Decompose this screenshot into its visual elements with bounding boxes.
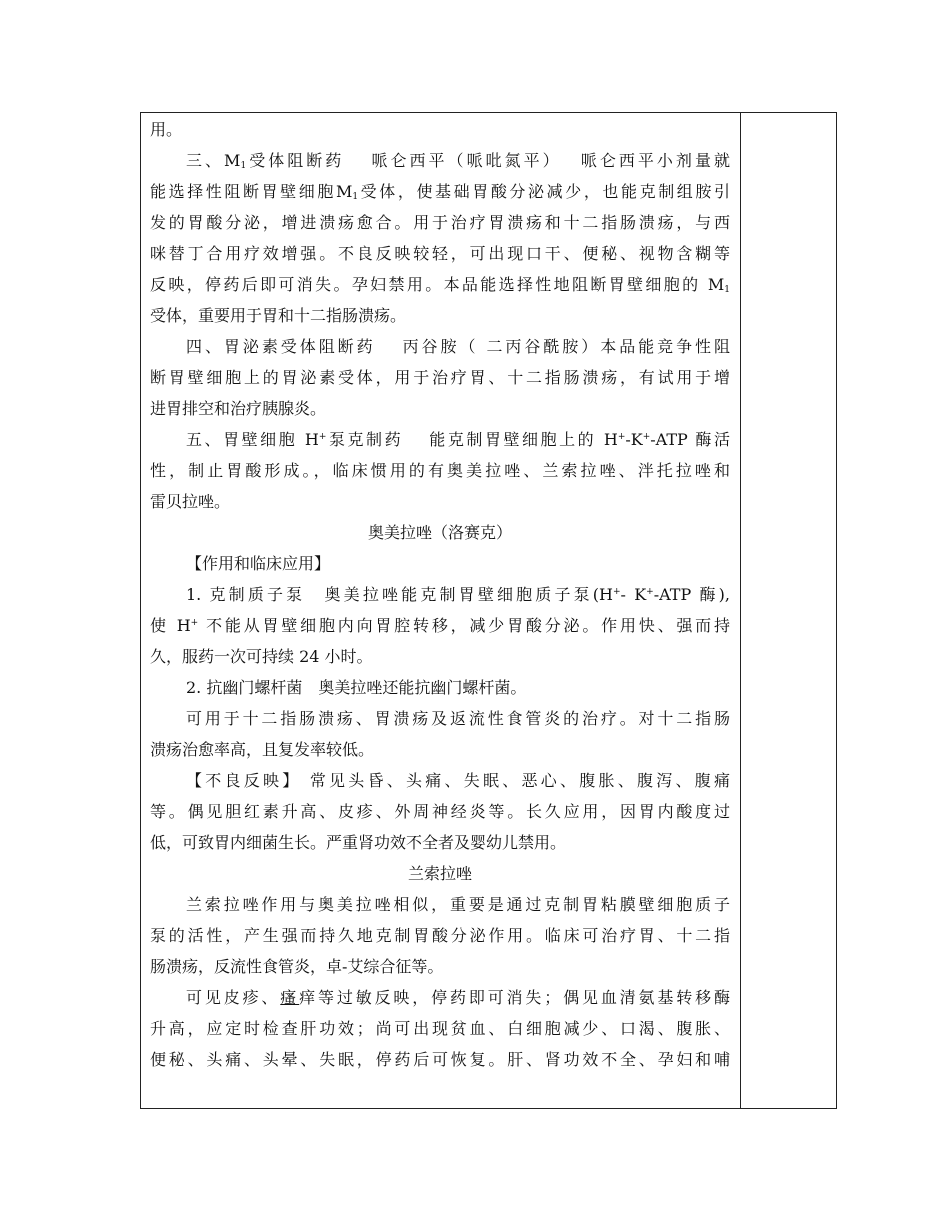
text-line: 1. 克制质子泵 奥美拉唑能克制胃壁细胞质子泵(H+- K+-ATP 酶), <box>186 585 730 604</box>
text-line: 可见皮疹、瘙痒等过敏反映，停药即可消失；偶见血清氨基转移酶 <box>186 988 730 1007</box>
text-line: 溃疡治愈率高，且复发率较低。 <box>150 740 375 759</box>
text-line: 反映，停药后即可消失。孕妇禁用。本品能选择性地阻断胃壁细胞的 $M_1$ <box>150 275 730 295</box>
section-heading: 兰索拉唑 <box>407 864 472 883</box>
section-heading: 奥美拉唑（洛赛克） <box>367 523 512 542</box>
column-divider <box>740 112 741 1109</box>
text-line: 四、胃泌素受体阻断药 丙谷胺（ 二丙谷酰胺）本品能竞争性阻 <box>186 337 730 356</box>
text-line: 五、胃壁细胞 H+泵克制药 能克制胃壁细胞上的 H+-K+-ATP 酶活 <box>186 430 730 449</box>
text-line: 三、$M_1$受体阻断药 哌仑西平（哌吡氮平） 哌仑西平小剂量就 <box>186 151 730 171</box>
text-line: 升高，应定时检查肝功效；尚可出现贫血、白细胞减少、口渴、腹胀、 <box>150 1019 730 1038</box>
text-line: 受体，重要用于胃和十二指肠溃疡。 <box>150 306 407 325</box>
text-line: 性，制止胃酸形成。，临床惯用的有奥美拉唑、兰索拉唑、泮托拉唑和 <box>150 461 730 480</box>
text-line: 等。偶见胆红素升高、皮疹、外周神经炎等。长久应用，因胃内酸度过 <box>150 802 730 821</box>
text-line: 2. 抗幽门螺杆菌 奥美拉唑还能抗幽门螺杆菌。 <box>186 678 527 697</box>
text-line: 可用于十二指肠溃疡、胃溃疡及返流性食管炎的治疗。对十二指肠 <box>186 709 730 728</box>
text-line: 能选择性阻断胃壁细胞$M_1$受体，使基础胃酸分泌减少，也能克制组胺引 <box>150 182 730 202</box>
text-line: 久，服药一次可持续 24 小时。 <box>150 647 373 666</box>
text-line: 【作用和临床应用】 <box>186 554 331 573</box>
text-line: 泵的活性，产生强而持久地克制胃酸分泌作用。临床可治疗胃、十二指 <box>150 926 730 945</box>
text-line: 咪替丁合用疗效增强。不良反映较轻，可出现口干、便秘、视物含糊等 <box>150 244 730 263</box>
text-line: 发的胃酸分泌，增进溃疡愈合。用于治疗胃溃疡和十二指肠溃疡，与西 <box>150 213 730 232</box>
text-line: 断胃壁细胞上的胃泌素受体，用于治疗胃、十二指肠溃疡，有试用于增 <box>150 368 730 387</box>
text-line: 雷贝拉唑。 <box>150 492 231 511</box>
text-line: 【不良反映】 常见头昏、头痛、失眠、恶心、腹胀、腹泻、腹痛 <box>186 771 730 790</box>
text-line: 低，可致胃内细菌生长。严重肾功效不全者及婴幼儿禁用。 <box>150 833 567 852</box>
document-body <box>150 114 730 1075</box>
text-line: 便秘、头痛、头晕、失眠，停药后可恢复。肝、肾功效不全、孕妇和哺 <box>150 1050 730 1069</box>
text-line: 兰索拉唑作用与奥美拉唑相似，重要是通过克制胃粘膜壁细胞质子 <box>186 895 730 914</box>
text-line: 用。 <box>150 120 183 139</box>
text-line: 肠溃疡，反流性食管炎，卓-艾综合征等。 <box>150 957 444 976</box>
text-line: 使 H+ 不能从胃壁细胞内向胃腔转移，减少胃酸分泌。作用快、强而持 <box>150 616 730 635</box>
text-line: 进胃排空和治疗胰腺炎。 <box>150 399 327 418</box>
